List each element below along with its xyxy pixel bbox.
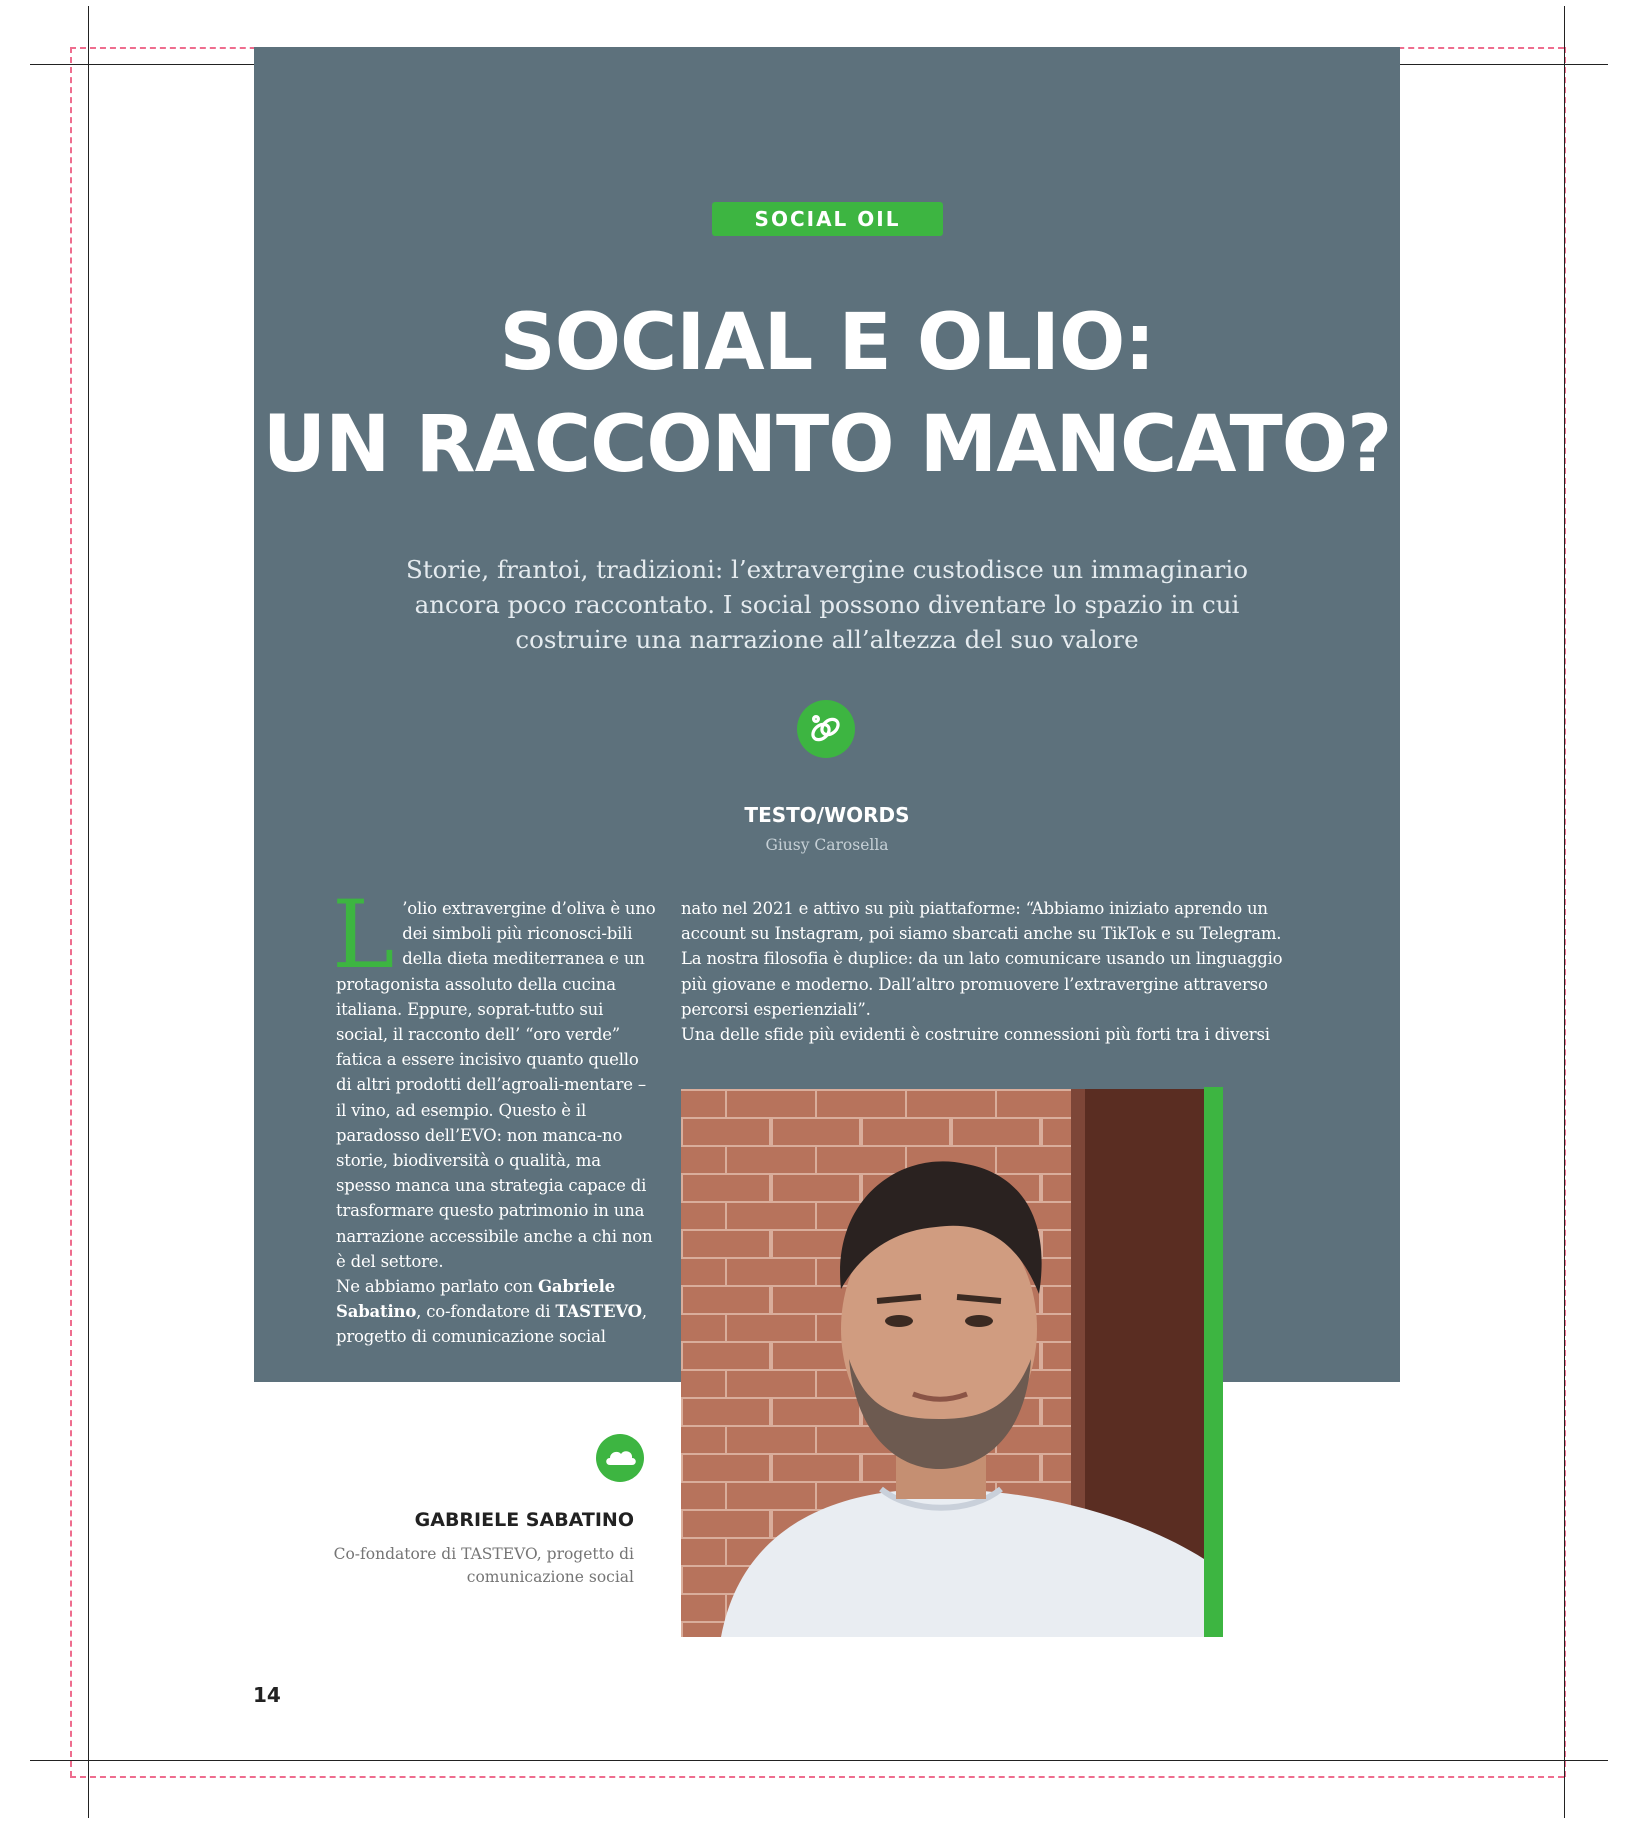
body-paragraph: nato nel 2021 e attivo su più piattaforme: “Abbiamo iniziato aprendo un account su Instagram, poi siamo sbarcati anche su TikTok e su Telegram. La nostra filosofia è duplice: da un lato comunicare usando un linguaggio più giovane e moderno. Dall’altro promuovere l’extravergine attraverso percorsi esperienziali”. xyxy=(681,899,1283,1019)
article-title xyxy=(254,292,1400,496)
byline-label: TESTO/WORDS xyxy=(744,803,910,827)
article-subtitle: Storie, frantoi, tradizioni: l’extravergine custodisce un immaginario ancora poco raccontato. I social possono diventare lo spazio in cui costruire una narrazione all’altezza del suo valore xyxy=(406,555,1248,654)
brand-name-inline: TASTEVO xyxy=(555,1302,642,1322)
category-badge: SOCIAL OIL xyxy=(712,202,943,236)
portrait-photo xyxy=(681,1089,1204,1637)
caption-name: GABRIELE SABATINO xyxy=(414,1509,634,1531)
body-column-right xyxy=(681,896,1299,1047)
byline-author: Giusy Carosella xyxy=(765,836,889,854)
trim-line-left xyxy=(88,6,89,1818)
bleed-line-bottom xyxy=(70,1776,1564,1778)
title-line-2: UN RACCONTO MANCATO? xyxy=(262,400,1392,490)
bleed-line-left xyxy=(70,47,72,1777)
photo-accent-bar xyxy=(1204,1087,1223,1637)
caption-role: Co-fondatore di TASTEVO, progetto di comunicazione social xyxy=(333,1545,634,1586)
title-line-1: SOCIAL E OLIO: xyxy=(499,298,1155,388)
cloud-icon xyxy=(596,1434,644,1482)
page-number: 14 xyxy=(253,1683,281,1707)
body-text: , co-fondatore di xyxy=(416,1302,556,1322)
body-paragraph: ’olio extravergine d’oliva è uno dei simboli più riconosci-bili della dieta mediterranea e un protagonista assoluto della cucina italiana. Eppure, soprat-tutto sui social, il racconto dell’ “oro verde” fatica a essere incisivo quanto quello di altri prodotti dell’agroali-mentare – il vino, ad esempio. Questo è il paradosso dell’EVO: non manca-no storie, biodiversità o qualità, ma spesso manca una strategia capace di trasformare questo patrimonio in una narrazione accessibile anche a chi non è del settore. xyxy=(336,899,656,1271)
body-text: Ne abbiamo parlato con xyxy=(336,1277,539,1297)
drop-cap: L xyxy=(332,881,395,990)
body-paragraph: Una delle sfide più evidenti è costruire connessioni più forti tra i diversi xyxy=(681,1025,1270,1045)
body-text: , progetto di comunicazione social xyxy=(336,1302,647,1347)
body-column-left xyxy=(332,881,656,1350)
person-name-inline: Gabriele Sabatino xyxy=(336,1277,615,1322)
trim-line-right xyxy=(1564,6,1565,1818)
trim-line-bottom xyxy=(30,1760,1608,1761)
body-paragraph xyxy=(336,1274,656,1350)
link-icon xyxy=(797,700,855,758)
